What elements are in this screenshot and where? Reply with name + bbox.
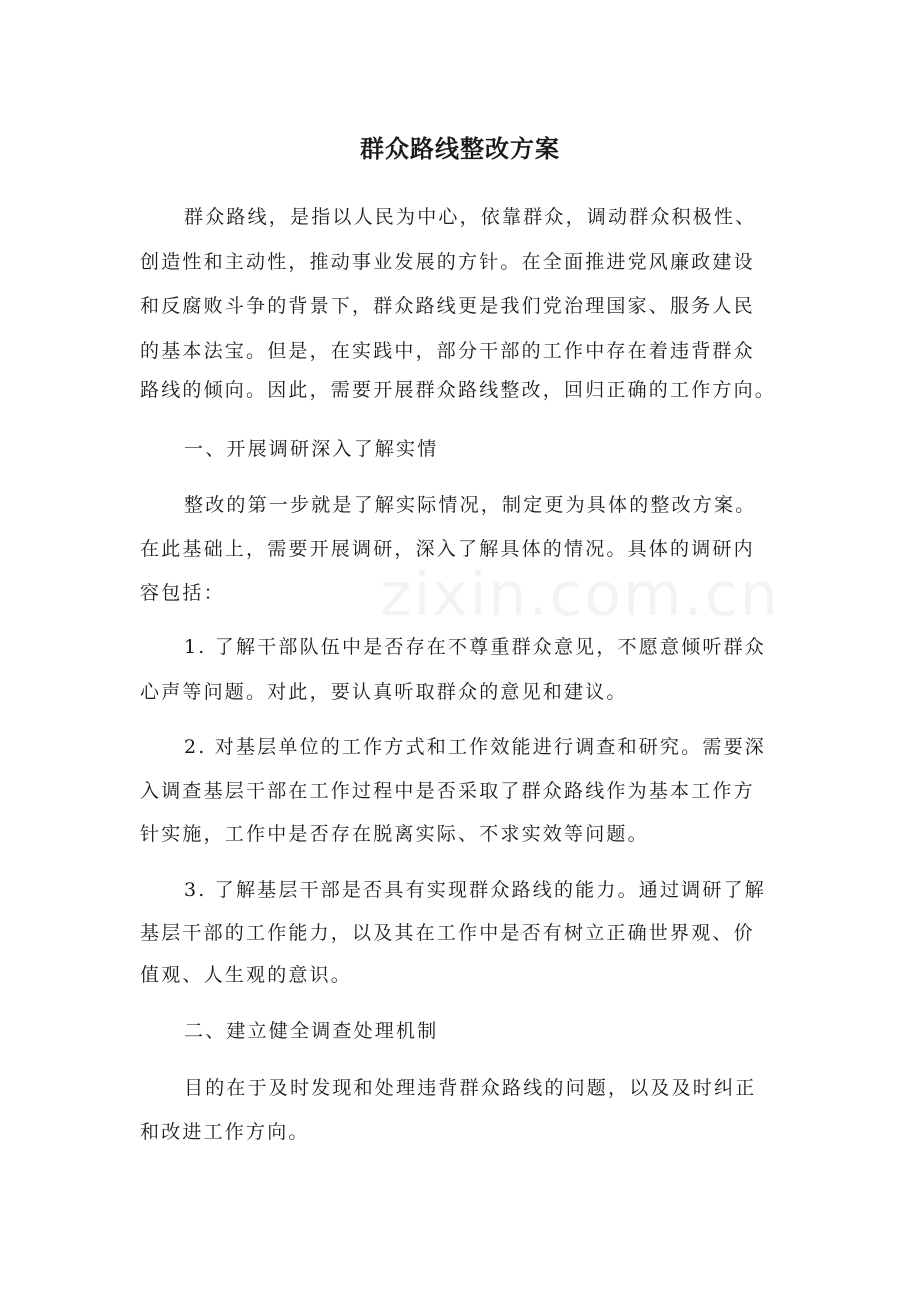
paragraph-line: 在此基础上，需要开展调研，深入了解具体的情况。具体的调研内: [140, 538, 755, 560]
paragraph-line: 目的在于及时发现和处理违背群众路线的问题，以及及时纠正: [184, 1077, 757, 1099]
paragraph-line: 创造性和主动性，推动事业发展的方针。在全面推进党风廉政建设: [140, 251, 755, 273]
paragraph-line: 容包括：: [140, 582, 225, 604]
list-item-line: 基层干部的工作能力，以及其在工作中是否有树立正确世界观、价: [140, 922, 755, 944]
list-item-line: 入调查基层干部在工作过程中是否采取了群众路线作为基本工作方: [140, 780, 755, 802]
watermark-text: [380, 560, 780, 630]
paragraph-line: 路线的倾向。因此，需要开展群众路线整改，回归正确的工作方向。: [140, 379, 777, 401]
section-heading: 一、开展调研深入了解实情: [184, 438, 439, 460]
paragraph-line: 整改的第一步就是了解实际情况，制定更为具体的整改方案。: [184, 494, 757, 516]
list-item-line: 心声等问题。对此，要认真听取群众的意见和建议。: [140, 681, 628, 703]
paragraph-line: 群众路线，是指以人民为中心，依靠群众，调动群众积极性、: [184, 206, 757, 228]
paragraph-line: 和改进工作方向。: [140, 1121, 310, 1143]
list-item-line: 3. 了解基层干部是否具有实现群众路线的能力。通过调研了解: [184, 879, 766, 901]
list-item-line: 针实施，工作中是否存在脱离实际、不求实效等问题。: [140, 823, 649, 845]
list-item-line: 值观、人生观的意识。: [140, 964, 353, 986]
paragraph-line: 和反腐败斗争的背景下，群众路线更是我们党治理国家、服务人民: [140, 295, 755, 317]
section-heading: 二、建立健全调查处理机制: [184, 1020, 439, 1042]
list-item-line: 2. 对基层单位的工作方式和工作效能进行调查和研究。需要深: [184, 736, 766, 758]
document-title: 群众路线整改方案: [360, 135, 560, 163]
paragraph-line: 的基本法宝。但是，在实践中，部分干部的工作中存在着违背群众: [140, 340, 755, 362]
list-item-line: 1. 了解干部队伍中是否存在不尊重群众意见，不愿意倾听群众: [184, 636, 766, 658]
